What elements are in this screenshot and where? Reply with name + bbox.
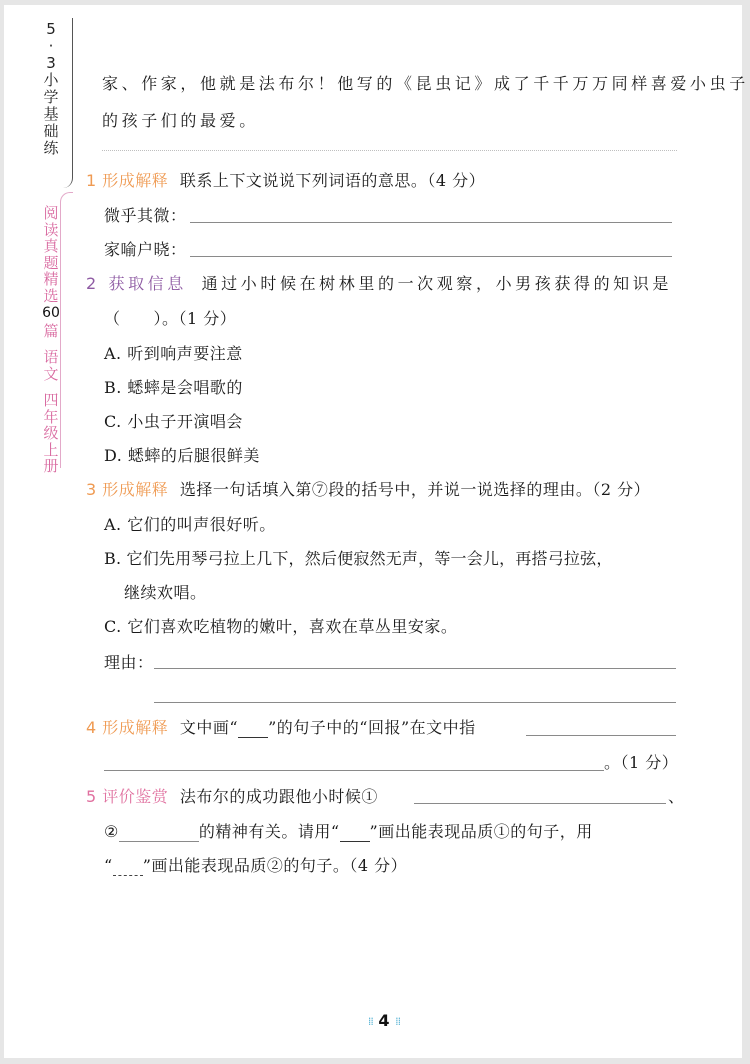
book-title-char: 篇 <box>43 321 59 340</box>
question-1 <box>86 168 485 191</box>
wavy-underline-sample <box>113 856 143 876</box>
book-title-char: 真 <box>43 237 59 255</box>
q1-item-label: 微乎其微： <box>104 206 187 225</box>
book-title-char: 年 <box>43 407 59 426</box>
question-tag: 获取信息 <box>108 274 187 293</box>
option-b-continued: 继续欢唱。 <box>124 583 207 602</box>
question-tag: 形成解释 <box>102 718 169 737</box>
decor-dots-icon: ⁞⁞ <box>367 1015 373 1028</box>
book-title-char: 精 <box>43 270 59 288</box>
answer-line[interactable] <box>526 735 676 736</box>
series-title-char: · <box>48 37 54 55</box>
question-score: 。（1 分） <box>604 753 679 772</box>
question-text: ”画出能表现品质②的句子。（4 分） <box>142 856 408 875</box>
answer-line[interactable] <box>414 803 666 804</box>
question-tag: 形成解释 <box>102 171 169 190</box>
answer-line[interactable] <box>190 256 672 257</box>
circled-2: ② <box>104 822 119 841</box>
question-number: 5 <box>86 787 97 806</box>
series-title-char: 练 <box>43 139 59 157</box>
question-5-line3 <box>104 853 407 876</box>
passage-line: 家、作家，他就是法布尔！他写的《昆虫记》成了千千万万同样喜爱小虫子 <box>102 74 749 93</box>
answer-line[interactable] <box>154 702 676 703</box>
question-number: 3 <box>86 480 97 499</box>
question-text: 联系上下文说说下列词语的意思。（4 分） <box>179 171 486 190</box>
question-number: 1 <box>86 171 97 190</box>
question-3 <box>86 477 650 500</box>
option-a: A. 它们的叫声很好听。 <box>104 515 276 534</box>
option-b: B. 它们先用琴弓拉上几下，然后便寂然无声，等一会儿，再搭弓拉弦， <box>104 549 613 568</box>
book-title-char: 读 <box>43 220 59 239</box>
section-divider <box>102 150 677 151</box>
question-text: 文中画“ <box>179 718 239 737</box>
book-title-char: 上 <box>43 440 59 459</box>
option-c: C. 它们喜欢吃植物的嫩叶，喜欢在草丛里安家。 <box>104 617 458 636</box>
answer-line[interactable] <box>154 668 676 669</box>
question-text: ”画出能表现品质①的句子，用 <box>369 822 593 841</box>
question-tag: 评价鉴赏 <box>102 787 169 806</box>
book-title-char: 文 <box>43 364 59 383</box>
book-title-char: 题 <box>43 253 59 272</box>
answer-line[interactable] <box>104 770 604 771</box>
question-5-line2 <box>104 819 593 842</box>
passage-line: 的孩子们的最爱。 <box>102 111 259 130</box>
question-text: “ <box>104 856 113 875</box>
punctuation: 、 <box>668 787 685 806</box>
book-title <box>39 205 63 475</box>
book-title-char: 语 <box>43 348 59 366</box>
question-text: 选择一句话填入第⑦段的括号中，并说一说选择的理由。（2 分） <box>179 480 651 499</box>
book-title-char: 选 <box>43 286 59 305</box>
straight-underline-sample <box>238 718 268 738</box>
question-text: 通过小时候在树林里的一次观察，小男孩获得的知识是 <box>201 274 672 293</box>
question-4 <box>86 715 476 738</box>
option-c: C. 小虫子开演唱会 <box>104 412 243 431</box>
book-title-char: 级 <box>43 424 59 442</box>
series-title-char: 小 <box>43 71 59 89</box>
question-number: 4 <box>86 718 97 737</box>
worksheet-page <box>4 5 749 1058</box>
book-title-char: 册 <box>43 457 59 475</box>
question-tag: 形成解释 <box>102 480 169 499</box>
series-title-char: 5 <box>46 20 56 38</box>
book-count: 60 <box>42 305 60 321</box>
reason-label: 理由： <box>104 653 154 672</box>
series-title-char: 基 <box>43 105 59 123</box>
series-title <box>40 21 62 157</box>
option-d: D. 蟋蟀的后腿很鲜美 <box>104 446 260 465</box>
decor-dots-icon: ⁞⁞ <box>395 1015 401 1028</box>
answer-line[interactable] <box>190 222 672 223</box>
series-title-char: 础 <box>43 122 59 140</box>
question-number: 2 <box>86 274 100 293</box>
question-text: 的精神有关。请用“ <box>198 822 340 841</box>
q1-item-label: 家喻户晓： <box>104 240 187 259</box>
straight-underline-sample <box>340 822 370 842</box>
book-title-char: 阅 <box>43 204 59 222</box>
question-2 <box>86 271 672 294</box>
series-title-char: 3 <box>46 54 56 72</box>
series-title-char: 学 <box>43 88 59 106</box>
answer-bracket[interactable]: （ ）。（1 分） <box>104 309 237 328</box>
option-b: B. 蟋蟀是会唱歌的 <box>104 378 243 397</box>
page-footer <box>349 1011 419 1030</box>
question-text: 法布尔的成功跟他小时候① <box>179 787 378 806</box>
option-a: A. 听到响声要注意 <box>104 344 243 363</box>
answer-line[interactable] <box>119 822 199 842</box>
question-5 <box>86 784 378 807</box>
question-text: ”的句子中的“回报”在文中指 <box>268 718 476 737</box>
page-number: 4 <box>378 1011 390 1030</box>
book-title-char: 四 <box>43 391 59 409</box>
